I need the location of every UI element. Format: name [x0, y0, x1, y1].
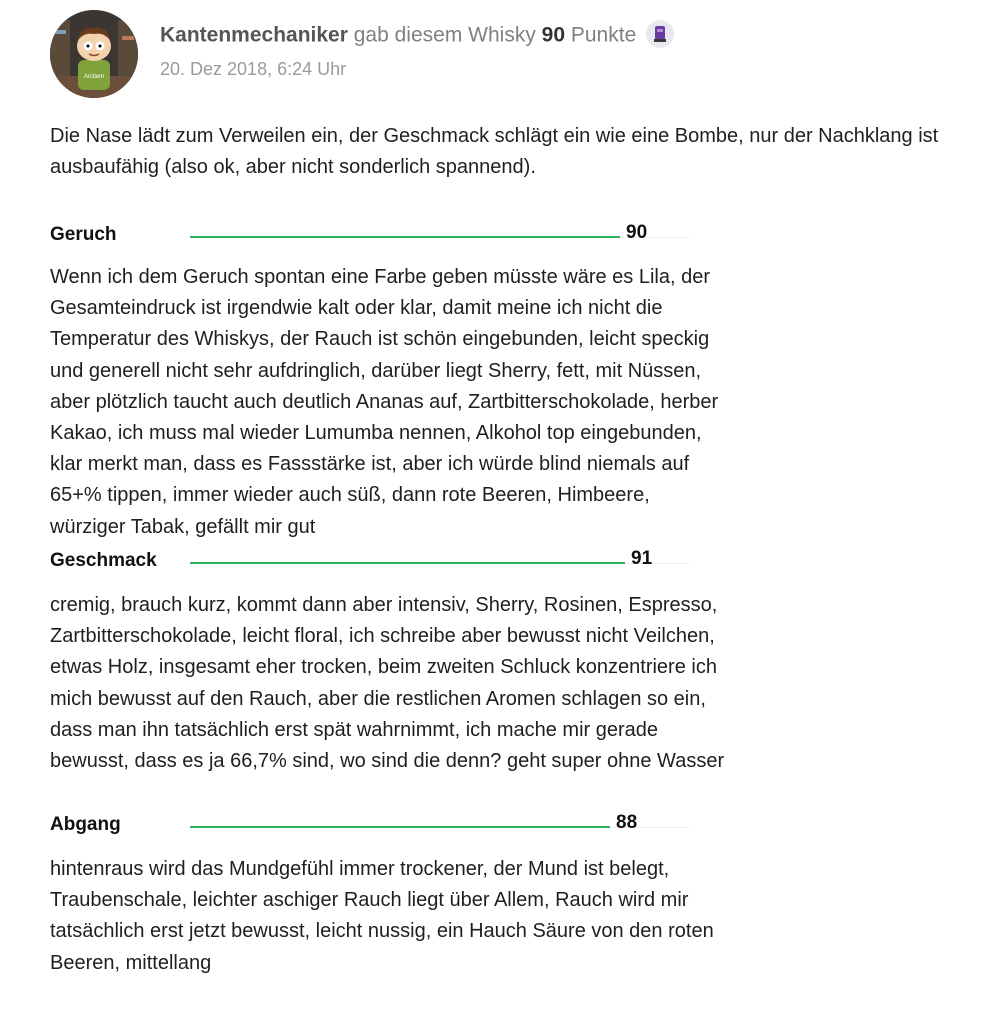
rating-bar-fill: [190, 562, 625, 564]
review-date: 20. Dez 2018, 6:24 Uhr: [160, 59, 347, 79]
rating-label: Geruch: [50, 224, 117, 245]
rating-score: 90: [626, 222, 648, 243]
rating-row-geruch: [50, 222, 690, 248]
points-text: Punkte: [570, 23, 637, 47]
rating-text-geruch: Wenn ich dem Geruch spontan eine Farbe geben müsste wäre es Lila, der Gesamteindruck ist irgendwie kalt oder klar, damit meine ich nicht die Temperatur des Whiskys, der Rauch ist schön eingebunden, leicht speckig und generell nicht sehr aufdringlich, darüber liegt Sherry, fett, mit Nüssen, aber plötzlich taucht auch deutlich Ananas auf, Zartbitterschokolade, herber Kakao, ich muss mal wieder Lumumba nennen, Alkohol top eingebunden, klar merkt man, dass es Fassstärke ist, aber ich würde blind niemals auf 65+% tippen, immer wieder auch süß, dann rote Beeren, Himbeere, würziger Tabak, gefällt mir gut: [50, 266, 719, 538]
username-link[interactable]: Kantenmechaniker: [160, 23, 348, 47]
gave-text: gab diesem Whisky: [353, 23, 536, 47]
overall-score: 90: [541, 23, 566, 47]
review-header: [50, 10, 950, 100]
avatar-shirt-text: Arctiem: [83, 74, 105, 80]
review-intro: Die Nase lädt zum Verweilen ein, der Geschmack schlägt ein wie eine Bombe, nur der Nachklang ist ausbaufähig (also ok, aber nicht sonderlich spannend).: [50, 125, 939, 178]
user-level-badge-icon[interactable]: [646, 20, 674, 48]
review-meta: [160, 22, 674, 80]
cartoon-avatar-icon: [50, 10, 138, 98]
rating-score: 88: [616, 812, 638, 833]
rating-bar-fill: [190, 236, 620, 238]
rating-label: Abgang: [50, 814, 121, 835]
rating-score: 91: [631, 548, 653, 569]
rating-bar-fill: [190, 826, 610, 828]
review-headline: [160, 22, 674, 50]
rating-text-geschmack: cremig, brauch kurz, kommt dann aber intensiv, Sherry, Rosinen, Espresso, Zartbitterschokolade, leicht floral, ich schreibe aber bewusst nicht Veilchen, etwas Holz, insgesamt eher trocken, beim zweiten Schluck konzentriere ich mich bewusst auf den Rauch, aber die restlichen Aromen schlagen so ein, dass man ihn tatsächlich erst spät wahrnimmt, ich mache mir gerade bewusst, dass es ja 66,7% sind, wo sind die denn? geht super ohne Wasser: [50, 594, 725, 773]
rating-text-abgang: hintenraus wird das Mundgefühl immer trockener, der Mund ist belegt, Traubenschale, leichter aschiger Rauch liegt über Allem, Rauch wird mir tatsächlich erst jetzt bewusst, leicht nussig, ein Hauch Säure von den roten Beeren, mittellang: [50, 858, 714, 974]
rating-label: Geschmack: [50, 550, 157, 571]
rating-row-abgang: [50, 812, 690, 838]
user-avatar[interactable]: [50, 10, 138, 98]
rating-row-geschmack: [50, 548, 690, 574]
